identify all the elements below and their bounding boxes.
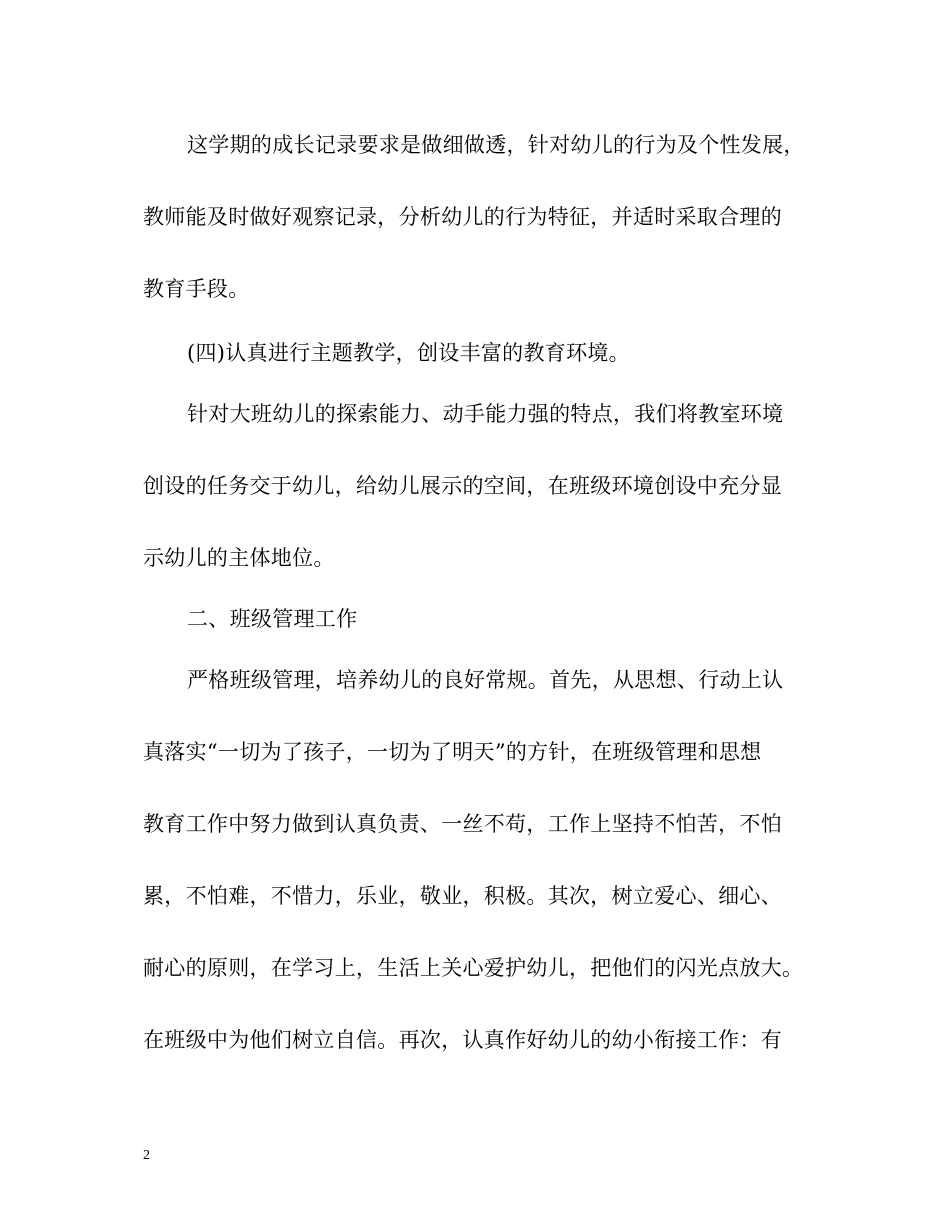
page-number: 2 — [143, 1148, 150, 1163]
paragraph-line: 在班级中为他们树立自信。再次，认真作好幼儿的幼小衔接工作：有 — [143, 1028, 782, 1052]
paragraph-line: 这学期的成长记录要求是做细做透，针对幼儿的行为及个性发展， — [187, 133, 805, 157]
paragraph-line: 教育手段。 — [143, 277, 250, 301]
paragraph-line: 严格班级管理，培养幼儿的良好常规。首先，从思想、行动上认 — [187, 668, 784, 692]
paragraph-line: 创设的任务交于幼儿，给幼儿展示的空间，在班级环境创设中充分显 — [143, 474, 782, 498]
paragraph-line: 针对大班幼儿的探索能力、动手能力强的特点，我们将教室环境 — [187, 402, 784, 426]
section-heading: (四)认真进行主题教学，创设丰富的教育环境。 — [187, 341, 630, 365]
paragraph-line: 教师能及时做好观察记录，分析幼儿的行为特征，并适时采取合理的 — [143, 205, 782, 229]
paragraph-line: 累，不怕难，不惜力，乐业，敬业，积极。其次，树立爱心、细心、 — [143, 884, 782, 908]
paragraph-line: 真落实“一切为了孩子，一切为了明天”的方针，在班级管理和思想 — [143, 740, 762, 764]
paragraph-line: 耐心的原则，在学习上，生活上关心爱护幼儿，把他们的闪光点放大。 — [143, 956, 804, 980]
paragraph-line: 示幼儿的主体地位。 — [143, 546, 335, 570]
section-heading: 二、班级管理工作 — [187, 607, 358, 631]
paragraph-line: 教育工作中努力做到认真负责、一丝不苟，工作上坚持不怕苦，不怕 — [143, 812, 782, 836]
